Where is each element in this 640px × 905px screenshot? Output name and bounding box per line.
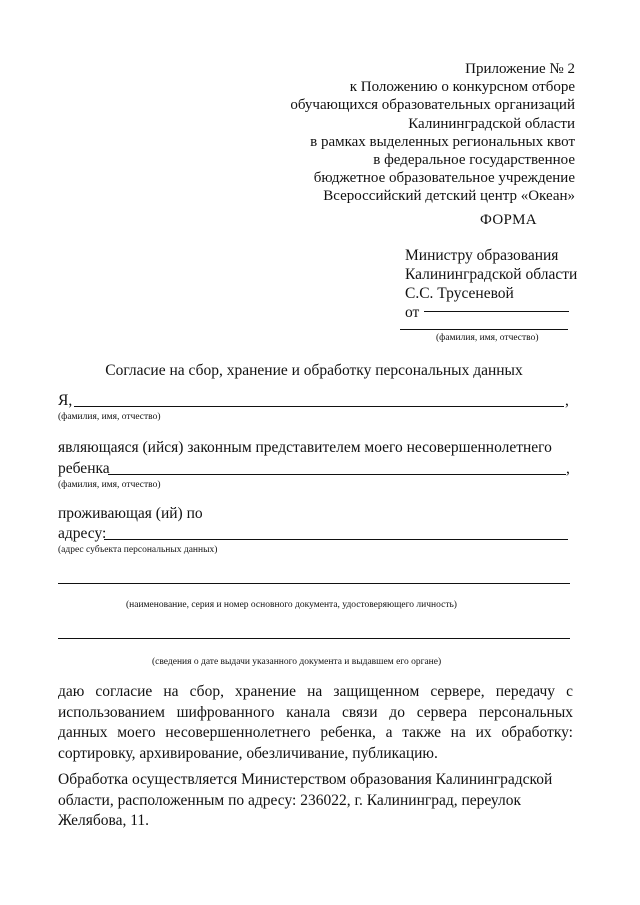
full-name-hint: (фамилия, имя, отчество) [58, 412, 161, 422]
title-text: Согласие на сбор, хранение и обработку персональных данных [105, 362, 523, 379]
document-line[interactable] [58, 583, 570, 584]
from-second-line[interactable] [400, 329, 568, 330]
from-hint: (фамилия, имя, отчество) [436, 333, 539, 343]
ya-comma: , [565, 392, 569, 409]
appendix-line: к Положению о конкурсном отборе [349, 79, 575, 96]
from-input-line[interactable] [424, 311, 569, 312]
form-label: ФОРМА [480, 212, 537, 228]
from-label: от [405, 304, 420, 321]
consent-paragraph: даю согласие на сбор, хранение на защищенном сервере, передачу с использованием шифрованного канала связи до сервера персональных данных моего несовершеннолетнего ребенка, а также на их обработку: сортировку, архивирование, обезличивание, публикацию. [58, 683, 573, 762]
address-line[interactable] [104, 539, 568, 540]
processing-paragraph: Обработка осуществляется Министерством образования Калининградской области, расположенным по адресу: 236022, г. Калининград, переулок Желябова, 11. [58, 771, 553, 829]
appendix-line: в рамках выделенных региональных квот [310, 133, 575, 150]
address-label: адресу: [58, 525, 107, 542]
appendix-line: в федеральное государственное [373, 152, 575, 169]
appendix-line: Приложение № 2 [465, 61, 575, 77]
child-comma: , [566, 460, 570, 477]
document-hint: (наименование, серия и номер основного документа, удостоверяющего личность) [126, 600, 457, 610]
representative-text: являющаяся (ийся) законным представителем моего несовершеннолетнего [58, 439, 552, 456]
issue-hint: (сведения о дате выдачи указанного документа и выдавшем его органе) [152, 657, 442, 667]
address-hint: (адрес субъекта персональных данных) [58, 545, 218, 555]
appendix-line: Калининградской области [408, 115, 575, 132]
child-label: ребенка [58, 460, 110, 477]
appendix-line: бюджетное образовательное учреждение [313, 170, 575, 187]
full-name-line[interactable] [74, 406, 564, 407]
appendix-line: Всероссийский детский центр «Океан» [323, 188, 575, 205]
child-name-line[interactable] [108, 474, 566, 475]
child-name-hint: (фамилия, имя, отчество) [58, 480, 161, 490]
appendix-header [230, 60, 575, 206]
residing-text: проживающая (ий) по [58, 505, 203, 522]
ya-label: Я, [58, 392, 73, 409]
appendix-line: обучающихся образовательных организаций [290, 97, 575, 114]
addressee-line: Министру образования [405, 247, 559, 264]
issue-line[interactable] [58, 638, 570, 639]
document-title [0, 362, 640, 380]
addressee-line: С.С. Трусеневой [405, 285, 514, 302]
addressee-line: Калининградской области [405, 266, 578, 283]
